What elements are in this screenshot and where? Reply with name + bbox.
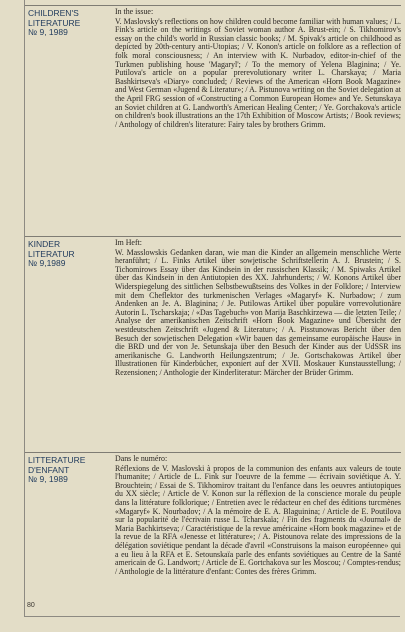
section-heading [28, 9, 104, 38]
section-body [115, 8, 401, 129]
section-body [115, 239, 401, 378]
section-french [25, 452, 401, 617]
section-text: Réflexions de V. Maslovski à propos de la communion des enfants aux valeurs de toute l'humanite; / Article de L. Fink sur l'oeuvre de la femme — écrivain soviétique A. Y. Brouchtein; / Essai de S. Tikhomirov traitant du l'enfance dans les oeuvres antiutopiques du XX siècle; / Article de V. Konon sur la réflexion de la conscience morale du peuple dans la littérature folklorique; / Entretien avec le rédacteur en chef des éditions turcmènes «Magaryf» K. Nourbadov; / A la mémoire de E. A. Blaguinina; / Article de E. Poutilova sur la popularité de l'écrivain russe L. Tcharskaïa; / Fin des fragments du «Journal» de Maria Bachkirtseva; / Caractéristique de la revue américaine «Horn book magazine» et de la revue de la RFA «Jenesse et littérature»; / A. Pistounova relate des impressions de la délégation soviétique pendant la décade d'avril «Construisons la maison européenne» qui a eu lieu à la RFA et E. Setounskaïa parle des enfants soviétiques au Centre de la Santé americain de G. Landwort; / Article de E. Gortchakova sur les Moscou; / Comptes-rendus; / Anthologie de la littérature d'enfant: Contes des frères Grimm. [115, 463, 401, 576]
page-number: 80 [27, 602, 35, 609]
heading-line: CHILDREN'S [28, 8, 79, 18]
section-heading [28, 456, 104, 485]
heading-line: № 9,1989 [28, 258, 66, 269]
section-intro: Im Heft: [115, 238, 142, 247]
heading-line: LITERATURE [28, 17, 81, 28]
page-frame [24, 0, 401, 617]
section-german [25, 236, 401, 437]
heading-line: № 9, 1989 [28, 474, 68, 485]
section-text: W. Masslowskis Gedanken daran, wie man die Kinder an allgemein menschliche Werte heranführt; / L. Finks Artikel über sowjetische Schriftstellerin A. J. Brustein; / S. Tichomirows Essay über das Kindsein in der russischen Klassik; / M. Spiwaks Artikel über das Kindsein in den Antiutopien des XX. Jahrhunderts; / W. Konons Artikel über Widerspiegelung des sittlichen Selbstbewußtseins des Volkes in der Folklore; / Interview mit dem Cheflektor des turkmenischen Verlages «Magaryf» K. Nurbadow; / zum Andenken an Je. A. Blaginina; / Je. Putilowas Artikel über populäre vorrevolutionäre Autorin L. Tscharskaja; / «Das Tagebuch» von Marija Baschkirzewa — die letzten Teile; / Analyse der amerikanischen Zeitschrift «Horn Book Magazine» und Übersicht der westdeutschen Zeitschrift «Jugend & Literatur»; / A. Pisstunowas Bericht über den Besuch der sowjetischen Delegation «Wir bauen das gemeinsame europäische Haus» in die BRD und der von Je. Setunskaja über den Besuch der Kinder aus der UdSSR ins amerikanische G. Landworth Heilungszentrum; / Je. Gortschakowas Artikel über Illustrationen für Kinderbücher, exponiert auf der XVII. Moskauer Kunstausstellung; / Rezensionen; / Anthologie der Kinderliteratur: Märcher der Brüder Grimm. [115, 247, 401, 377]
heading-line: D'ENFANT [28, 464, 70, 475]
section-intro: In the issue: [115, 7, 154, 16]
heading-line: LITTERATURE [28, 455, 86, 465]
heading-line: KINDER [28, 239, 61, 249]
heading-line: № 9, 1989 [28, 27, 68, 38]
section-body [115, 455, 401, 576]
section-intro: Dans le numéro: [115, 454, 168, 463]
section-heading [28, 240, 104, 269]
section-english [25, 5, 401, 217]
section-text: V. Maslovsky's reflections on how children could become familiar with human values; / L. Fink's article on the writings of Soviet woman author A. Brust-ein; / S. Tikhomirov's essay on the child's world in Russian classic books; / M. Spivak's article on childhood as depicted by 20th-century anti-Utopias; / V. Konon's article on folklore as a reflection of folk moral consciousness; / An interview with K. Nurbadov, editor-in-chief of the Turkmen publishing house 'Magaryl'; / To the memory of Yelena Blaginina; / Ye. Putilova's article on a popular prerevolutionary writer L. Charskaya; / Maria Bashkirtseva's «Diary» concluded; / Reviews of the American «Horn Book Magazine» and West German «Jugend & Literatur»; / A. Pistunova writing on the Soviet delegation at the April FRG session of «Constructing a Common European Home» and Ye. Setunskaya an Soviet children at G. Landworth's American Healing Center; / Ye. Gorchakova's article on children's book illustrations an the 17th Exhibition of Moscow Artists; / Book reviews; / Anthology of children's literature: Fairy tales by brothers Grimm. [115, 16, 401, 129]
bottom-rule [24, 616, 400, 617]
heading-line: LITERATUR [28, 248, 75, 259]
